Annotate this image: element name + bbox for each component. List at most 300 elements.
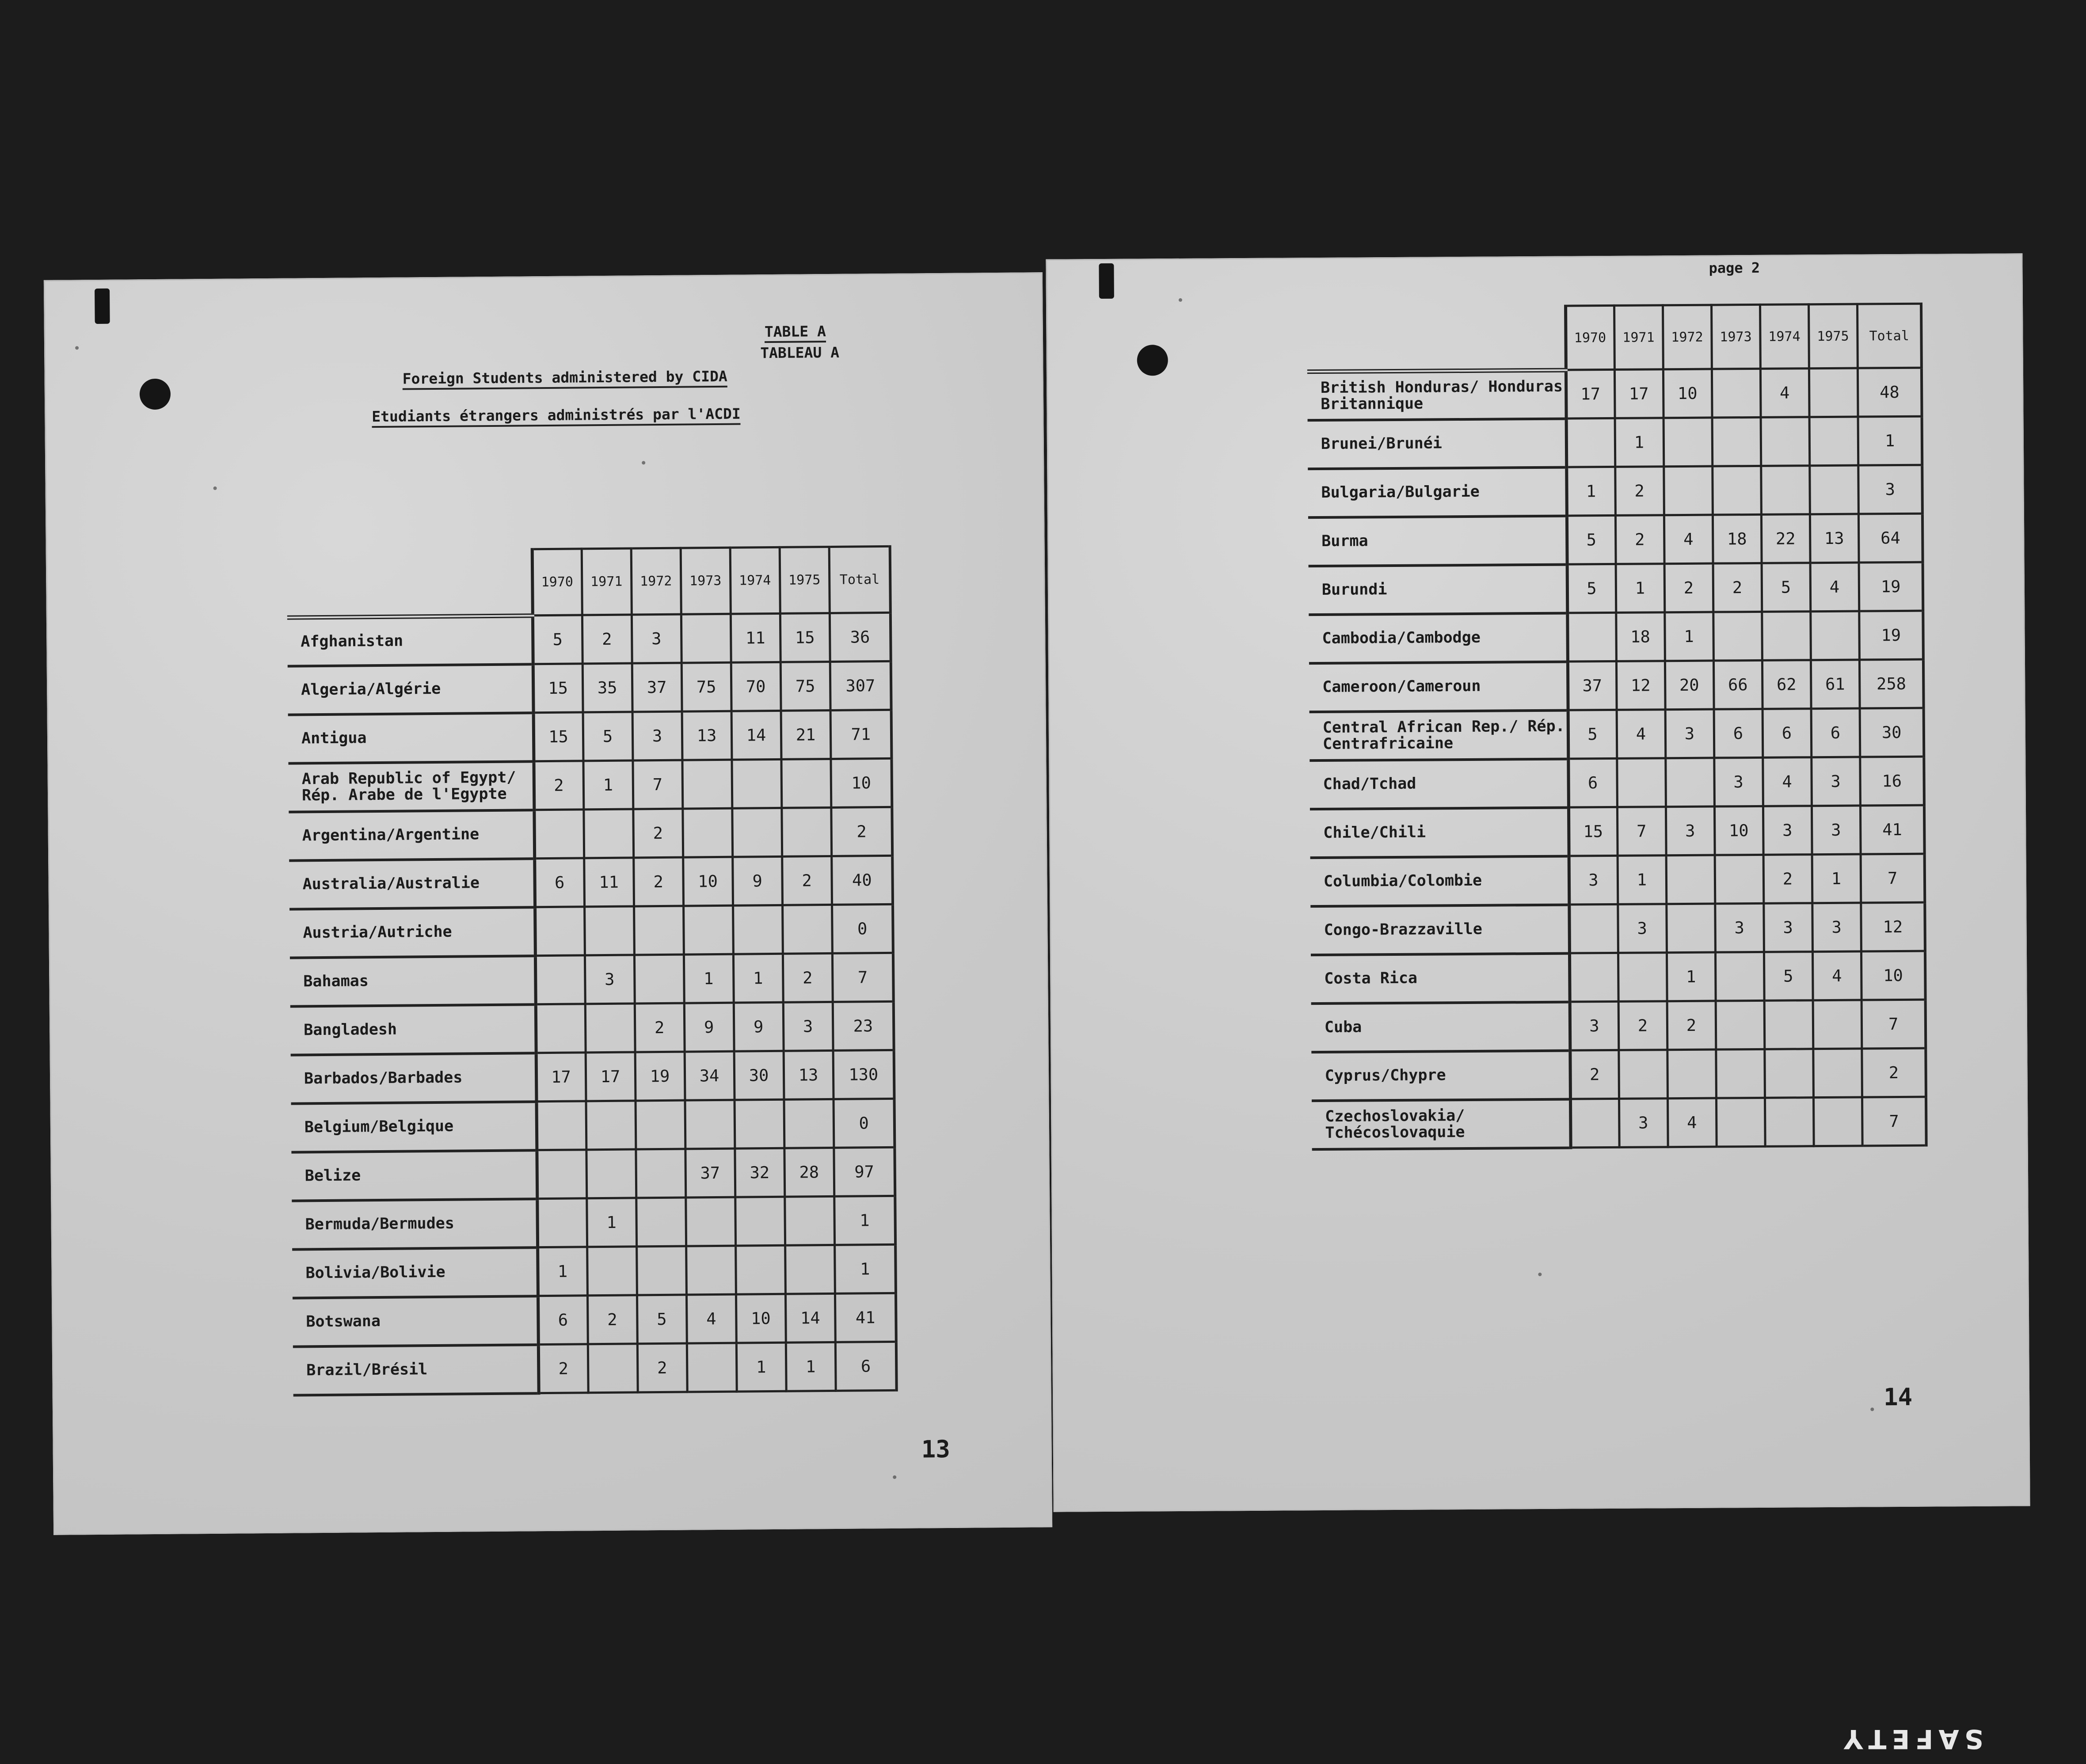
year-value-cell: 9 (684, 1003, 734, 1052)
year-value-cell: 22 (1761, 514, 1810, 563)
year-value-cell (535, 955, 585, 1004)
year-value-cell: 3 (1763, 806, 1812, 855)
year-value-cell: 3 (783, 1002, 833, 1051)
year-value-cell (735, 1099, 784, 1148)
total-cell: 40 (831, 855, 893, 905)
year-value-cell (682, 808, 732, 857)
year-value-cell (1809, 368, 1858, 417)
year-value-cell: 2 (1763, 855, 1812, 904)
year-value-cell (636, 1100, 685, 1149)
year-value-cell (636, 1149, 685, 1198)
year-value-cell: 37 (685, 1148, 735, 1198)
table-row (289, 855, 893, 909)
column-header-total: Total (829, 546, 891, 613)
year-value-cell: 70 (731, 662, 781, 711)
year-value-cell: 3 (632, 614, 681, 663)
year-value-cell: 18 (1713, 514, 1762, 563)
year-value-cell: 12 (1616, 661, 1665, 710)
column-header-1975: 1975 (780, 547, 830, 613)
total-cell: 64 (1858, 513, 1923, 563)
year-value-cell: 6 (1568, 758, 1617, 807)
year-value-cell (1765, 1098, 1814, 1147)
year-value-cell: 3 (1715, 903, 1764, 952)
punch-hole (1137, 345, 1168, 376)
year-value-cell: 4 (1667, 1098, 1717, 1147)
table-row (1307, 368, 1922, 420)
page-label: page 2 (1709, 259, 1760, 277)
year-value-cell: 4 (1812, 951, 1861, 1000)
year-value-cell: 4 (686, 1294, 736, 1343)
year-value-cell: 1 (733, 954, 783, 1003)
year-value-cell: 2 (538, 1344, 588, 1393)
year-value-cell: 4 (1760, 369, 1809, 418)
country-name: Bangladesh (290, 1004, 536, 1055)
table-row (1309, 562, 1923, 614)
table-row (1310, 902, 1925, 954)
year-value-cell (785, 1245, 835, 1294)
year-value-cell (1663, 418, 1713, 467)
total-cell: 71 (830, 710, 892, 759)
year-value-cell: 17 (1566, 369, 1615, 418)
year-value-cell (1761, 466, 1810, 515)
total-cell: 1 (1858, 416, 1922, 465)
year-value-cell: 2 (587, 1295, 637, 1344)
total-cell: 16 (1860, 757, 1924, 806)
binder-clip-mark (1099, 263, 1114, 299)
year-value-cell: 5 (533, 615, 582, 664)
year-value-cell (634, 954, 684, 1004)
year-value-cell: 9 (734, 1002, 784, 1051)
year-value-cell: 5 (583, 712, 633, 761)
year-value-cell: 6 (534, 858, 584, 907)
year-value-cell (535, 907, 585, 956)
total-cell: 48 (1858, 368, 1922, 417)
total-cell: 258 (1859, 659, 1924, 708)
year-value-cell: 3 (1618, 904, 1667, 953)
total-cell: 1 (834, 1196, 895, 1245)
table-row (292, 1196, 895, 1249)
total-cell: 0 (833, 1099, 895, 1148)
total-cell: 1 (834, 1244, 896, 1293)
country-name: Antigua (288, 713, 534, 763)
speck (75, 346, 79, 350)
column-header-total: Total (1857, 304, 1922, 368)
year-value-cell (1809, 417, 1858, 466)
year-value-cell (537, 1101, 586, 1150)
students-table-right (1307, 303, 1928, 1151)
year-value-cell (683, 905, 733, 954)
year-value-cell: 3 (1569, 855, 1618, 905)
film-edge-stamp: SAFETY (1839, 1723, 1983, 1754)
year-value-cell: 1 (736, 1342, 786, 1391)
year-value-cell: 2 (633, 809, 683, 858)
total-cell: 30 (1860, 708, 1924, 757)
country-name: Central African Rep./ Rép. Centrafricaine (1309, 710, 1568, 760)
country-name: Bolivia/Bolivie (292, 1247, 538, 1298)
year-value-cell (1716, 1098, 1765, 1147)
year-value-cell (586, 1101, 636, 1150)
year-value-cell: 3 (1619, 1099, 1668, 1148)
total-cell: 7 (1862, 1097, 1926, 1146)
table-row (1310, 805, 1925, 857)
year-value-cell: 10 (736, 1294, 786, 1343)
year-value-cell (732, 808, 782, 857)
year-value-cell: 1 (583, 760, 633, 810)
table-row (290, 953, 894, 1006)
year-value-cell: 14 (731, 711, 781, 760)
table-row (288, 661, 891, 715)
year-value-cell (1809, 465, 1858, 514)
year-value-cell (781, 759, 831, 808)
year-value-cell (1715, 952, 1764, 1001)
table-row (1312, 1097, 1926, 1149)
country-name: Brunei/Brunéi (1308, 418, 1567, 469)
year-value-cell: 5 (1567, 515, 1616, 564)
year-value-cell: 2 (783, 953, 833, 1002)
year-value-cell (537, 1150, 586, 1199)
country-name: Belgium/Belgique (291, 1102, 537, 1152)
table-row (1308, 513, 1923, 566)
speck (1179, 298, 1182, 302)
year-value-cell (1762, 612, 1811, 661)
column-header-1971: 1971 (582, 548, 632, 615)
total-cell: 23 (833, 1001, 894, 1050)
year-value-cell (636, 1246, 686, 1295)
year-value-cell (534, 810, 584, 859)
total-cell: 97 (834, 1147, 895, 1196)
country-name: Cyprus/Chypre (1311, 1050, 1570, 1101)
binder-clip-mark (95, 289, 110, 324)
title-french: Etudiants étrangers administrés par l'ACDI (372, 405, 741, 428)
year-value-cell: 28 (784, 1148, 834, 1197)
year-value-cell (1712, 466, 1761, 515)
year-value-cell: 9 (732, 856, 782, 905)
year-value-cell: 6 (1811, 708, 1860, 757)
year-value-cell (782, 905, 832, 954)
table-label: TABLE A (765, 323, 826, 343)
year-value-cell: 13 (1810, 514, 1859, 563)
country-name: Austria/Autriche (289, 907, 535, 958)
total-cell: 41 (1860, 805, 1925, 854)
table-row (293, 1342, 897, 1395)
year-value-cell: 3 (1714, 757, 1763, 806)
speck (642, 461, 645, 464)
year-value-cell (1716, 1000, 1765, 1049)
year-value-cell: 11 (731, 613, 780, 662)
year-value-cell: 66 (1713, 660, 1762, 709)
total-cell: 41 (835, 1293, 896, 1342)
year-value-cell: 7 (1617, 807, 1666, 856)
year-value-cell (1712, 417, 1761, 466)
year-value-cell: 4 (1810, 563, 1859, 612)
total-cell: 19 (1859, 611, 1923, 660)
total-cell: 130 (833, 1050, 895, 1099)
year-value-cell (586, 1149, 636, 1198)
table-row (1308, 416, 1922, 468)
year-value-cell: 2 (637, 1343, 687, 1392)
country-name: Bermuda/Bermudes (292, 1199, 537, 1249)
country-name: Botswana (293, 1296, 538, 1346)
country-name: Arab Republic of Egypt/ Rép. Arabe de l'Egypte (288, 761, 534, 812)
year-value-cell: 13 (784, 1050, 834, 1099)
year-value-cell (634, 906, 684, 955)
column-header-1970: 1970 (532, 549, 582, 616)
country-name: Bulgaria/Bulgarie (1308, 467, 1567, 517)
year-value-cell: 11 (584, 858, 634, 907)
year-value-cell: 75 (780, 662, 830, 711)
year-value-cell (784, 1099, 834, 1148)
year-value-cell (1665, 758, 1714, 807)
column-header-1972: 1972 (631, 548, 681, 615)
year-value-cell: 17 (536, 1053, 586, 1102)
year-value-cell: 2 (782, 856, 832, 905)
year-value-cell: 2 (1664, 563, 1713, 612)
total-cell: 0 (832, 904, 893, 953)
left-page (44, 272, 1052, 1535)
year-value-cell (1764, 1049, 1813, 1098)
year-value-cell (1716, 1049, 1765, 1098)
year-value-cell: 10 (1663, 369, 1712, 418)
speck (1870, 1407, 1874, 1411)
year-value-cell (687, 1343, 737, 1392)
year-value-cell: 62 (1762, 660, 1811, 709)
year-value-cell (681, 614, 731, 663)
year-value-cell: 21 (781, 710, 831, 759)
year-value-cell: 6 (1762, 709, 1812, 758)
country-name: Czechoslovakia/ Tchécoslovaquie (1312, 1099, 1571, 1149)
table-row (291, 1050, 895, 1103)
year-value-cell: 1 (1616, 564, 1665, 613)
year-value-cell (1569, 953, 1618, 1002)
table-row (1311, 951, 1926, 1003)
year-value-cell: 3 (1570, 1001, 1619, 1050)
header-blank-cell (1307, 306, 1566, 372)
tableau-label: TABLEAU A (760, 343, 840, 362)
year-value-cell (1618, 953, 1667, 1002)
year-value-cell (584, 906, 634, 955)
year-value-cell (1566, 418, 1615, 467)
year-value-cell: 34 (685, 1051, 735, 1100)
year-value-cell: 5 (1762, 563, 1811, 612)
year-value-cell: 17 (1614, 369, 1663, 418)
year-value-cell (685, 1197, 735, 1246)
table-row (290, 1001, 894, 1055)
total-cell: 3 (1858, 465, 1922, 514)
year-value-cell: 10 (683, 857, 733, 906)
year-value-cell (636, 1198, 686, 1247)
country-name: Chile/Chili (1310, 807, 1569, 858)
table-row (291, 1147, 895, 1201)
year-value-cell: 17 (586, 1052, 636, 1101)
total-cell: 7 (1861, 1000, 1926, 1049)
year-value-cell (735, 1245, 785, 1294)
year-value-cell (1617, 758, 1666, 807)
year-value-cell: 15 (533, 712, 583, 761)
year-value-cell (781, 807, 831, 856)
year-value-cell: 61 (1811, 660, 1860, 709)
header-blank-cell (287, 549, 533, 617)
country-name: Brazil/Brésil (293, 1345, 539, 1395)
year-value-cell (536, 1004, 586, 1053)
column-header-1971: 1971 (1614, 305, 1663, 370)
year-value-cell (537, 1198, 587, 1247)
table-row (1311, 1048, 1926, 1100)
year-value-cell (585, 1004, 635, 1053)
year-value-cell: 2 (633, 857, 683, 906)
table-row (289, 904, 893, 958)
year-value-cell (588, 1344, 638, 1393)
year-value-cell: 1 (1667, 952, 1716, 1001)
country-name: Belize (291, 1150, 537, 1201)
year-value-cell: 1 (1566, 467, 1615, 516)
year-value-cell: 3 (1812, 806, 1861, 855)
year-value-cell: 2 (1618, 1001, 1667, 1050)
year-value-cell: 1 (1618, 855, 1667, 905)
country-name: Cambodia/Cambodge (1309, 613, 1568, 663)
table-row (1309, 757, 1924, 809)
column-header-1973: 1973 (1711, 304, 1760, 369)
year-value-cell: 2 (1615, 467, 1664, 516)
year-value-cell: 2 (1570, 1050, 1619, 1099)
year-value-cell: 35 (582, 663, 632, 712)
year-value-cell (1667, 1049, 1716, 1099)
year-value-cell: 5 (1568, 710, 1617, 759)
year-value-cell: 7 (632, 760, 682, 809)
year-value-cell: 4 (1762, 757, 1812, 806)
table-row (288, 758, 892, 812)
table-row (292, 1244, 896, 1298)
year-value-cell: 13 (682, 711, 732, 760)
total-cell: 7 (1861, 854, 1925, 903)
table-row (1308, 465, 1922, 517)
year-value-cell: 1 (537, 1247, 587, 1296)
country-name: Barbados/Barbades (291, 1053, 537, 1103)
year-value-cell (1813, 1097, 1862, 1146)
year-value-cell: 20 (1665, 661, 1714, 710)
year-value-cell: 18 (1616, 612, 1665, 662)
table-row (287, 612, 891, 666)
year-value-cell (1712, 369, 1761, 418)
total-cell: 12 (1861, 902, 1925, 951)
year-value-cell: 4 (1664, 515, 1713, 564)
country-name: Columbia/Colombie (1310, 856, 1569, 906)
year-value-cell: 6 (538, 1296, 588, 1345)
year-value-cell (685, 1100, 735, 1149)
total-cell: 10 (1861, 951, 1926, 1000)
year-value-cell: 4 (1617, 710, 1666, 759)
total-cell: 10 (830, 758, 892, 807)
year-value-cell: 1 (1664, 612, 1713, 661)
year-value-cell: 5 (637, 1295, 687, 1344)
students-table-left (287, 545, 898, 1396)
column-header-1974: 1974 (730, 547, 780, 614)
country-name: Bahamas (290, 956, 536, 1006)
table-row (289, 807, 892, 860)
year-value-cell (784, 1196, 834, 1245)
year-value-cell (733, 905, 783, 954)
year-value-cell (1713, 612, 1762, 661)
year-value-cell: 37 (1568, 661, 1617, 710)
year-value-cell (1715, 855, 1764, 904)
year-value-cell: 2 (1615, 515, 1664, 564)
right-page (1046, 253, 2030, 1512)
page-number: 13 (921, 1435, 951, 1464)
country-name: Congo-Brazzaville (1310, 905, 1569, 955)
year-value-cell (1764, 1000, 1813, 1049)
year-value-cell (587, 1247, 637, 1296)
year-value-cell: 3 (1811, 757, 1860, 806)
table-row (293, 1293, 896, 1346)
title-english: Foreign Students administered by CIDA (403, 368, 727, 390)
year-value-cell (1570, 1099, 1619, 1148)
column-header-1972: 1972 (1663, 305, 1712, 369)
year-value-cell: 2 (635, 1003, 685, 1052)
year-value-cell: 3 (1665, 709, 1714, 758)
year-value-cell: 2 (582, 615, 632, 664)
total-cell: 2 (831, 807, 892, 856)
country-name: Costa Rica (1311, 953, 1570, 1004)
year-value-cell (682, 760, 732, 809)
year-value-cell (1666, 855, 1715, 904)
year-value-cell: 1 (684, 954, 734, 1003)
country-name: Algeria/Algérie (288, 664, 533, 715)
year-value-cell (731, 759, 781, 808)
year-value-cell (583, 809, 633, 858)
year-value-cell: 3 (632, 711, 682, 760)
table-row (288, 710, 892, 763)
year-value-cell (1569, 904, 1618, 953)
total-cell: 7 (832, 953, 894, 1002)
country-name: Burma (1308, 516, 1567, 566)
year-value-cell (1813, 1049, 1862, 1098)
total-cell: 2 (1861, 1048, 1926, 1097)
total-cell: 19 (1859, 562, 1923, 611)
year-value-cell: 6 (1714, 709, 1763, 758)
year-value-cell: 2 (1713, 563, 1762, 612)
year-value-cell (686, 1246, 736, 1295)
table-row (291, 1099, 895, 1152)
speck (213, 487, 217, 490)
year-value-cell: 3 (585, 955, 635, 1004)
country-name: British Honduras/ Honduras Britannique (1307, 370, 1566, 420)
country-name: Australia/Australie (289, 859, 535, 909)
year-value-cell: 1 (1615, 418, 1664, 467)
year-value-cell: 15 (780, 613, 830, 662)
speck (893, 1475, 896, 1479)
year-value-cell (1761, 417, 1810, 466)
table-row (1310, 854, 1925, 906)
year-value-cell (1666, 904, 1715, 953)
year-value-cell (1813, 1000, 1862, 1049)
table-row (1309, 708, 1924, 760)
year-value-cell: 5 (1764, 952, 1813, 1001)
country-name: Cameroon/Cameroun (1309, 662, 1568, 712)
year-value-cell: 10 (1714, 806, 1763, 855)
year-value-cell: 3 (1812, 903, 1861, 952)
table-row (1309, 659, 1924, 711)
country-name: Afghanistan (287, 616, 533, 666)
year-value-cell: 15 (533, 664, 583, 713)
year-value-cell (1567, 612, 1616, 662)
year-value-cell (1810, 611, 1859, 660)
column-header-1975: 1975 (1808, 304, 1858, 369)
country-name: Burundi (1309, 564, 1568, 615)
year-value-cell: 75 (681, 662, 731, 711)
year-value-cell (735, 1197, 785, 1246)
year-value-cell: 1 (1812, 854, 1861, 903)
column-header-1973: 1973 (681, 547, 731, 614)
year-value-cell: 37 (632, 663, 682, 712)
